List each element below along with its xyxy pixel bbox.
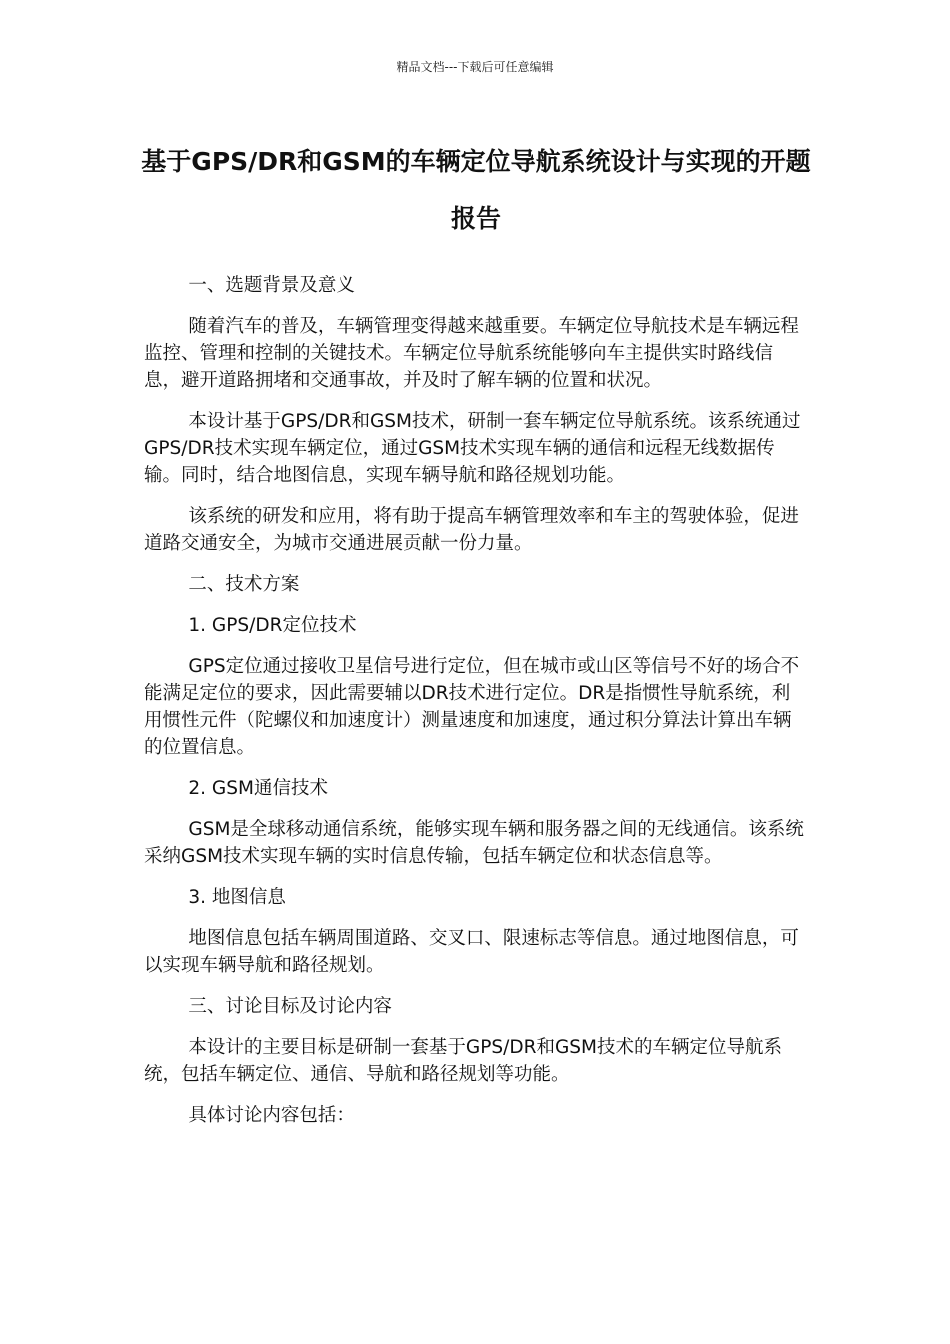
paragraph-background-2: 本设计基于GPS/DR和GSM技术，研制一套车辆定位导航系统。该系统通过GPS/DR技术实现车辆定位，通过GSM技术实现车辆的通信和远程无线数据传输。同时，结合地图信息，实现车辆导航和路径规划功能。 [144,411,801,486]
paragraph-map: 地图信息包括车辆周围道路、交叉口、限速标志等信息。通过地图信息，可以实现车辆导航和路径规划。 [144,928,799,976]
section-heading-goals: 三、讨论目标及讨论内容 [188,996,392,1017]
paragraph-content-intro: 具体讨论内容包括： [188,1105,355,1126]
subheading-gps-dr: 1. GPS/DR定位技术 [188,615,357,636]
page-header: 精品文档---下载后可任意编辑 [396,60,554,74]
paragraph-gps-dr: GPS定位通过接收卫星信号进行定位，但在城市或山区等信号不好的场合不能满足定位的要求，因此需要辅以DR技术进行定位。DR是指惯性导航系统，利用惯性元件（陀螺仪和加速度计）测量速度和加速度，通过积分算法计算出车辆的位置信息。 [144,656,800,758]
paragraph-background-1: 随着汽车的普及，车辆管理变得越来越重要。车辆定位导航技术是车辆远程监控、管理和控制的关键技术。车辆定位导航系统能够向车主提供实时路线信息，避开道路拥堵和交通事故，并及时了解车辆的位置和状况。 [144,316,799,391]
document-body [144,272,808,1143]
section-heading-technical-plan: 二、技术方案 [188,574,300,595]
section-heading-background: 一、选题背景及意义 [188,275,355,296]
document-title: 基于GPS/DR和GSM的车辆定位导航系统设计与实现的开题报告 [141,147,811,233]
paragraph-background-3: 该系统的研发和应用，将有助于提高车辆管理效率和车主的驾驶体验，促进道路交通安全，为城市交通进展贡献一份力量。 [144,506,799,554]
subheading-map: 3. 地图信息 [188,887,286,908]
subheading-gsm: 2. GSM通信技术 [188,778,328,799]
paragraph-gsm: GSM是全球移动通信系统，能够实现车辆和服务器之间的无线通信。该系统采纳GSM技术实现车辆的实时信息传输，包括车辆定位和状态信息等。 [144,819,804,867]
paragraph-goals: 本设计的主要目标是研制一套基于GPS/DR和GSM技术的车辆定位导航系统，包括车辆定位、通信、导航和路径规划等功能。 [144,1037,783,1085]
